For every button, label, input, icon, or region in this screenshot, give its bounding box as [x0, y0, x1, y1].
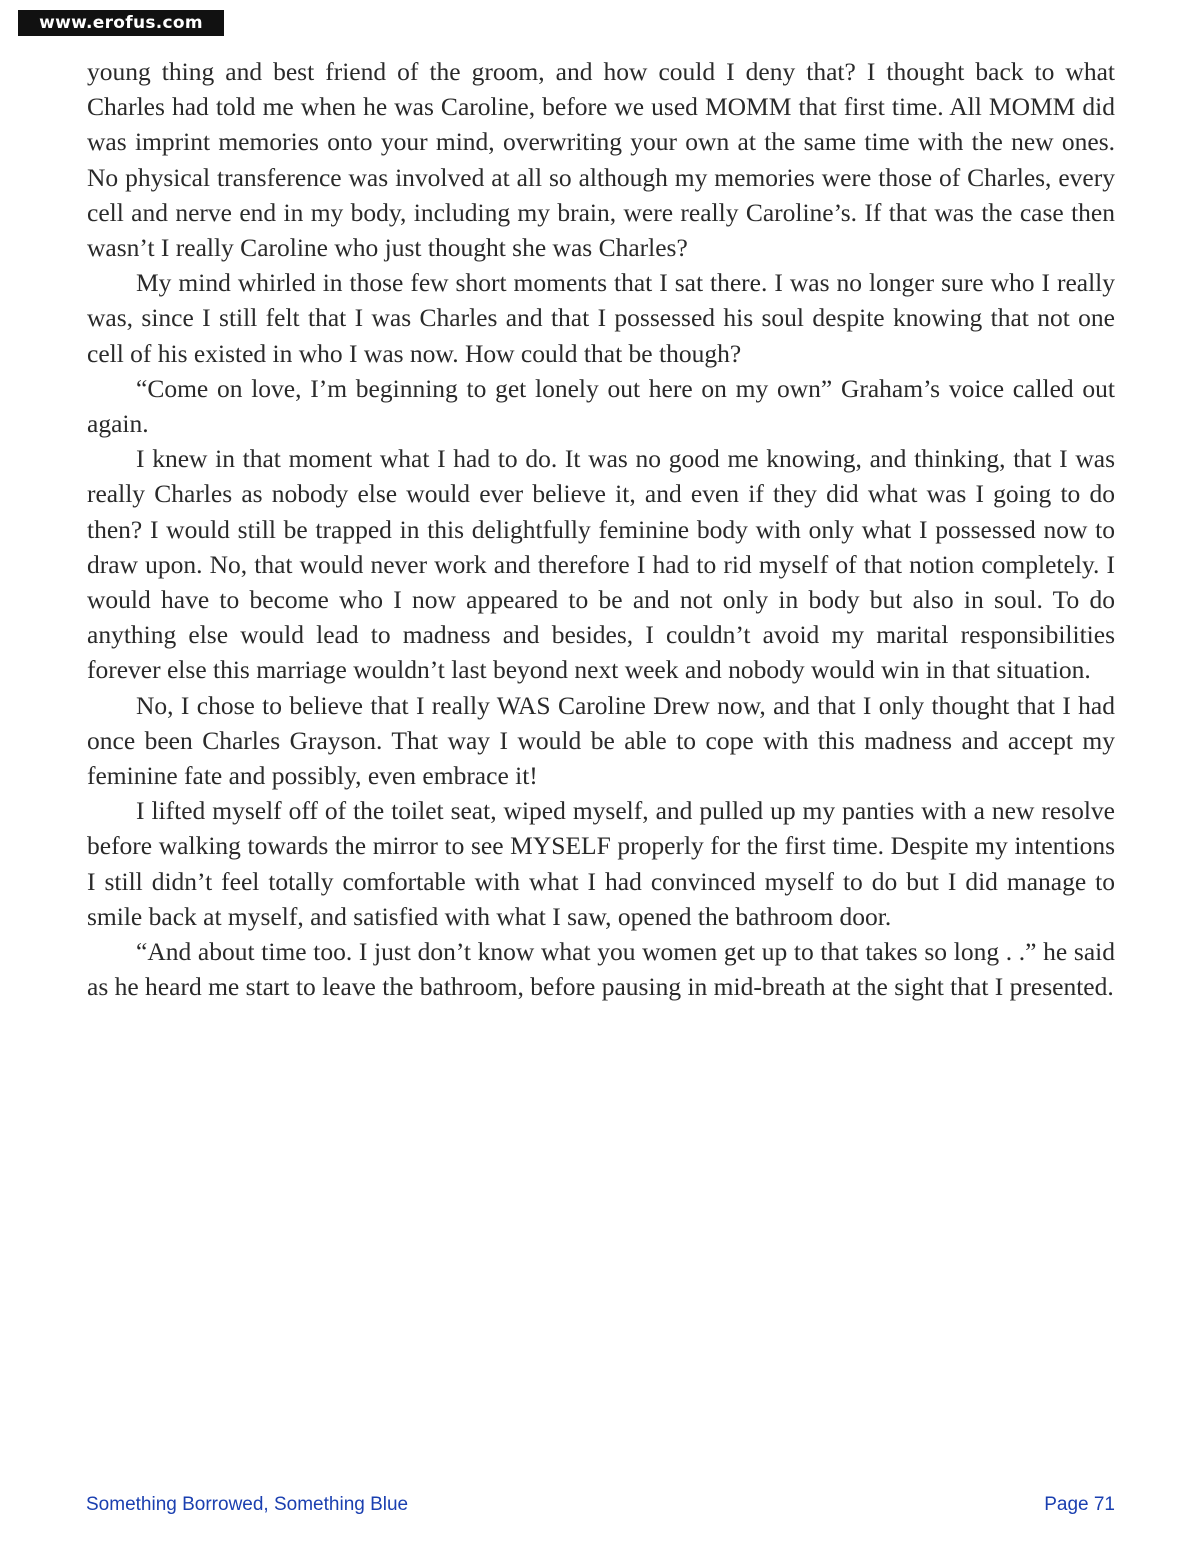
paragraph-4: I knew in that moment what I had to do. It was no good me knowing, and thinking, that I was really Charles as nobody else would ever believe it, and even if they did what was I going to do then? I would still be trapped in this delightfully feminine body with only what I possessed now to draw upon. No, that would never work and therefore I had to rid myself of that notion completely. I would have to become who I now appeared to be and not only in body but also in soul. To do anything else would lead to madness and besides, I couldn’t avoid my marital responsibilities forever else this marriage wouldn’t last beyond next week and nobody would win in that situation.: [87, 444, 1115, 685]
page-footer: [86, 1494, 1115, 1518]
page-body: [87, 54, 1115, 1004]
paragraph-3: “Come on love, I’m beginning to get lonely out here on my own” Graham’s voice called out again.: [87, 373, 1115, 439]
paragraph-2: My mind whirled in those few short moments that I sat there. I was no longer sure who I really was, since I still felt that I was Charles and that I possessed his soul despite knowing that not one cell of his existed in who I was now. How could that be though?: [87, 268, 1115, 368]
paragraph-6: I lifted myself off of the toilet seat, wiped myself, and pulled up my panties with a new resolve before walking towards the mirror to see MYSELF properly for the first time. Despite my intentions I still didn’t feel totally comfortable with what I had convinced myself to do but I did manage to smile back at myself, and satisfied with what I saw, opened the bathroom door.: [87, 796, 1115, 931]
footer-book-title: Something Borrowed, Something Blue: [86, 1494, 409, 1515]
footer-page-number: Page 71: [1044, 1494, 1115, 1515]
paragraph-5: No, I chose to believe that I really WAS Caroline Drew now, and that I only thought that I had once been Charles Grayson. That way I would be able to cope with this madness and accept my feminine fate and possibly, even embrace it!: [87, 690, 1115, 791]
watermark-banner: www.erofus.com: [18, 10, 224, 36]
paragraph-7: “And about time too. I just don’t know what you women get up to that takes so long . .” he said as he heard me start to leave the bathroom, before pausing in mid-breath at the sight that I presented.: [87, 937, 1115, 1002]
paragraph-1: young thing and best friend of the groom, and how could I deny that? I thought back to what Charles had told me when he was Caroline, before we used MOMM that first time. All MOMM did was imprint memories onto your mind, overwriting your own at the same time with the new ones. No physical transference was involved at all so although my memories were those of Charles, every cell and nerve end in my body, including my brain, were really Caroline’s. If that was the case then wasn’t I really Caroline who just thought she was Charles?: [87, 57, 1115, 263]
